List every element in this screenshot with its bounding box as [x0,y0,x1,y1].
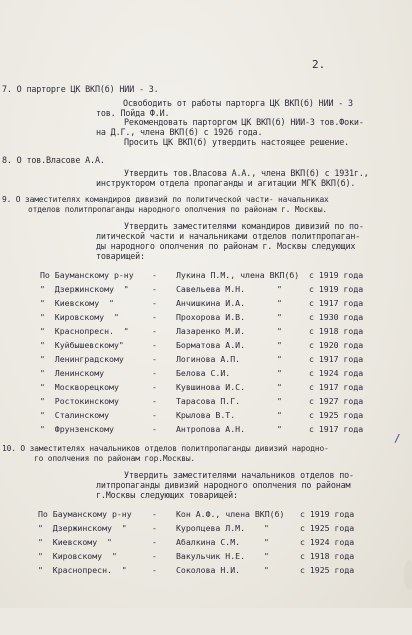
district-cell: " Краснопресн. " [38,565,127,575]
table-row [0,424,412,434]
since-cell: с 1917 года [309,424,364,434]
since-cell: с 1917 года [309,298,364,308]
since-cell: с 1919 года [309,270,364,280]
since-cell: с 1930 года [309,312,364,322]
table-row [0,523,412,533]
ditto-cell: " [277,298,282,308]
ditto-cell: " [264,551,269,561]
section-7-line-1: Освободить от работы парторга ЦК ВКП(б) НИИ - 3 [123,98,353,108]
section-7-heading: 7. О парторге ЦК ВКП(б) НИИ - 3. [2,84,159,94]
name-cell: Соколова Н.И. [176,565,241,575]
table-row [0,537,412,547]
district-cell: " Ленинградскому [40,354,124,364]
table-row [0,396,412,406]
name-cell: Анчишкина И.А. [176,298,246,308]
since-cell: с 1919 года [309,284,364,294]
name-cell: Тарасова П.Г. [176,396,241,406]
dash-cell: - [152,537,157,547]
ditto-cell: " [264,537,269,547]
table-row [0,312,412,322]
ditto-cell: " [277,354,282,364]
section-9-intro-2: литической части и начальниками отделов политпропаган- [96,231,361,241]
name-cell: Крылова В.Т. [176,410,236,420]
district-cell: " Дзержинскому " [40,284,129,294]
ditto-cell: " [277,382,282,392]
section-10-intro-2: литпропаганды дивизий народного ополчения по районам [96,480,351,490]
ditto-cell: " [277,312,282,322]
dash-cell: - [152,340,157,350]
dash-cell: - [152,368,157,378]
ditto-cell: " [277,340,282,350]
district-cell: " Кировскому " [40,312,119,322]
section-10-intro-3: г.Москвы следующих товарищей: [96,490,238,500]
section-9-heading-2: отделов политпропаганды народного ополчения по районам г. Москвы. [28,205,328,214]
dash-cell: - [152,298,157,308]
table-row [0,354,412,364]
dash-cell: - [152,424,157,434]
name-cell: Куропцева Л.М. [176,523,246,533]
table-row [0,368,412,378]
table-row [0,340,412,350]
section-7-line-3: Рекомендовать парторгом ЦК ВКП(б) НИИ-3 тов.Фоки- [124,117,364,127]
dash-cell: - [152,270,157,280]
since-cell: с 1917 года [309,382,364,392]
page-number: 2. [312,58,326,71]
district-cell: " Дзержинскому " [38,523,127,533]
district-cell: " Киевскому " [40,298,114,308]
since-cell: с 1925 года [300,523,355,533]
table-row [0,284,412,294]
district-cell: " Фрунзенскому [40,424,114,434]
dash-cell: - [152,396,157,406]
table-row [0,298,412,308]
dash-cell: - [152,382,157,392]
section-9-intro-1: Утвердить заместителями командиров дивизий по по- [124,221,364,231]
name-cell: Кон А.Ф., члена ВКП(б) [176,509,285,519]
dash-cell: - [152,410,157,420]
since-cell: с 1917 года [309,354,364,364]
ditto-cell: " [277,326,282,336]
name-cell: Борматова А.И. [176,340,246,350]
name-cell: Прохорова И.В. [176,312,246,322]
district-cell: " Ростокинскому [40,396,119,406]
section-7-line-5: Просить ЦК ВКП(б) утвердить настоящее решение. [124,137,350,147]
district-cell: " Куйбышевскому" [40,340,124,350]
table-row [0,270,412,280]
table-row [0,565,412,575]
since-cell: с 1924 года [300,537,355,547]
district-cell: " Краснопресн. " [40,326,129,336]
district-cell: " Кировскому " [38,551,117,561]
ditto-cell: " [277,410,282,420]
dash-cell: - [152,509,157,519]
since-cell: с 1927 года [309,396,364,406]
margin-mark: / [394,432,401,445]
section-10-heading-1: 10. О заместителях начальников отделов политпропаганды дивизий народно- [2,444,329,453]
dash-cell: - [152,523,157,533]
section-8-line-1: Утвердить тов.Власова А.А., члена ВКП(б) с 1931г., [124,168,369,178]
name-cell: Абалкина С.М. [176,537,241,547]
name-cell: Кувшинова И.С. [176,382,246,392]
district-cell: По Бауманскому р-ну [38,509,132,519]
district-cell: " Киевскому " [38,537,112,547]
name-cell: Савельева М.Н. [176,284,246,294]
dash-cell: - [152,551,157,561]
since-cell: с 1918 года [309,326,364,336]
name-cell: Белова С.И. [176,368,231,378]
ditto-cell: " [277,368,282,378]
paper-stain [404,560,412,590]
section-9-intro-3: ды народного ополчения по районам г. Москвы следующих [96,241,356,251]
section-8-line-2: инструктором отдела пропаганды и агитации МГК ВКП(б). [96,178,356,188]
ditto-cell: " [277,396,282,406]
section-10-heading-2: го ополчения по районам гор.Москвы. [34,454,196,463]
name-cell: Антропова А.Н. [176,424,246,434]
dash-cell: - [152,326,157,336]
since-cell: с 1919 года [300,509,355,519]
name-cell: Лазаренко М.И. [176,326,246,336]
since-cell: с 1920 года [309,340,364,350]
since-cell: с 1918 года [300,551,355,561]
ditto-cell: " [277,424,282,434]
dash-cell: - [152,312,157,322]
table-row [0,509,412,519]
district-cell: " Москворецкому [40,382,119,392]
district-cell: По Бауманскому р-ну [40,270,134,280]
dash-cell: - [152,354,157,364]
district-cell: " Сталинскому [40,410,110,420]
dash-cell: - [152,284,157,294]
since-cell: с 1924 года [309,368,364,378]
name-cell: Вакульчик Н.Е. [176,551,246,561]
section-9-intro-4: товарищей: [96,251,145,261]
ditto-cell: " [264,523,269,533]
district-cell: " Ленинскому [40,368,105,378]
ditto-cell: " [277,284,282,294]
ditto-cell: " [264,565,269,575]
table-row [0,410,412,420]
since-cell: с 1925 года [300,565,355,575]
name-cell: Лукина П.М., члена ВКП(б) [176,270,300,280]
table-row [0,326,412,336]
section-7-line-4: на Д.Г., члена ВКП(б) с 1926 года. [96,127,263,137]
section-8-heading: 8. О тов.Власове А.А. [2,155,105,165]
table-row [0,551,412,561]
name-cell: Логинова А.П. [176,354,241,364]
table-row [0,382,412,392]
section-7-line-2: тов. Пойда Ф.И. [96,108,170,118]
section-10-intro-1: Утвердить заместителями начальников отделов по- [124,470,354,480]
section-9-heading-1: 9. О заместителях командиров дивизий по политической части- начальниках [2,195,329,204]
dash-cell: - [152,565,157,575]
since-cell: с 1925 года [309,410,364,420]
